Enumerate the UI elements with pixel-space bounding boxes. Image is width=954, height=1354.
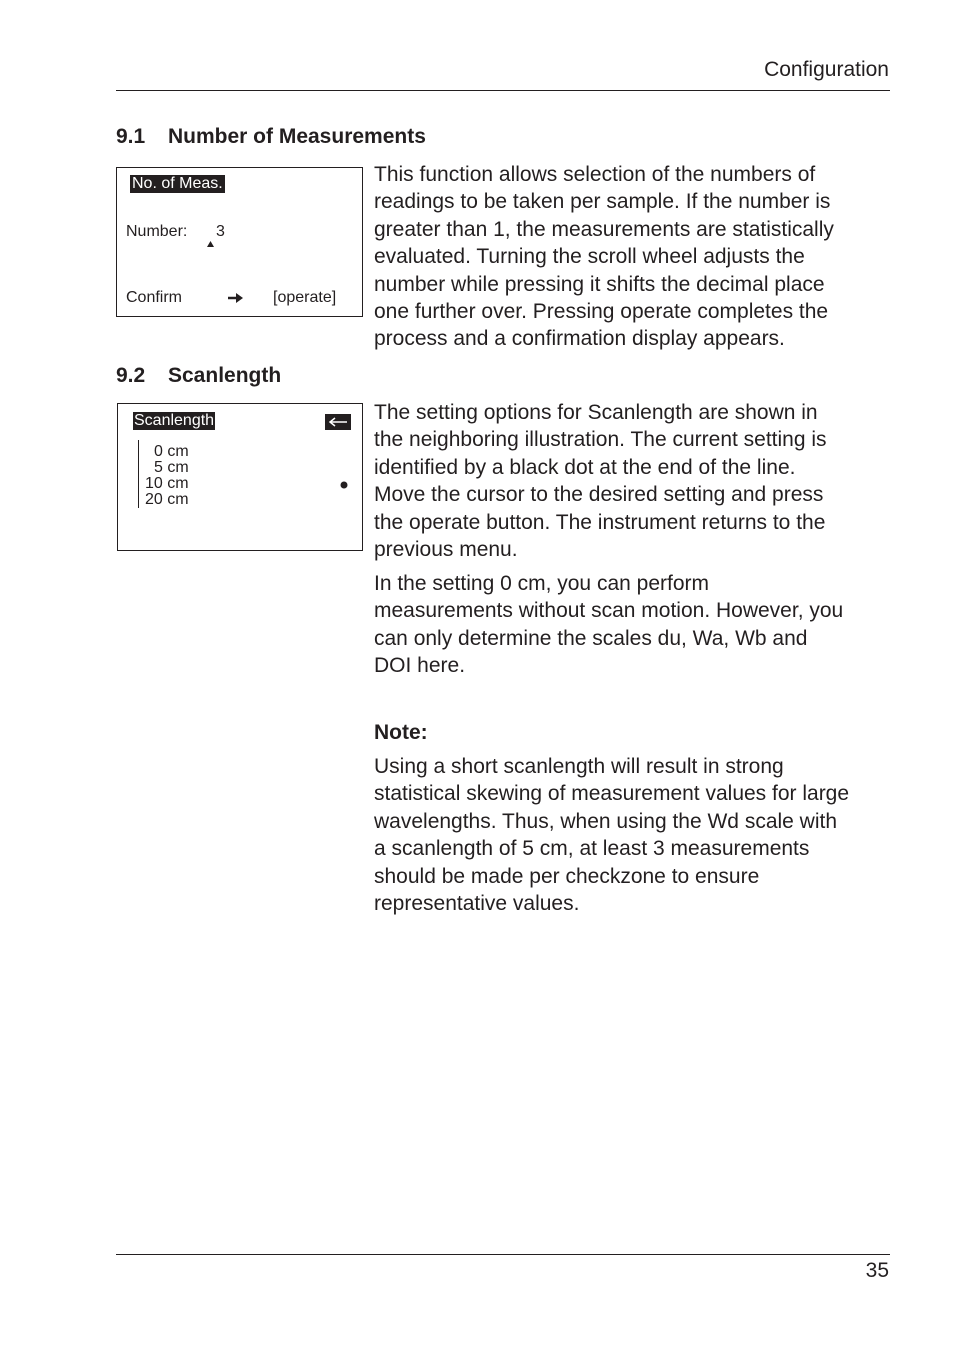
option-5cm: 5 cm xyxy=(154,459,189,476)
operate-label: [operate] xyxy=(273,289,337,306)
text-line: one further over. Pressing operate completes the xyxy=(374,300,829,324)
section-heading-9-2 xyxy=(116,364,281,388)
display-number-of-measurements xyxy=(116,167,363,317)
text-line: Move the cursor to the desired setting and press xyxy=(374,483,824,507)
text-line: should be made per checkzone to ensure xyxy=(374,864,760,888)
text-line: greater than 1, the measurements are statistically xyxy=(374,217,834,241)
text-line: can only determine the scales du, Wa, Wb and xyxy=(374,626,808,650)
display-scanlength xyxy=(117,403,363,551)
page-number: 35 xyxy=(865,1259,889,1282)
display-title: Scanlength xyxy=(134,412,215,429)
note-paragraph xyxy=(374,753,894,917)
text-line: the neighboring illustration. The current setting is xyxy=(374,428,827,452)
section-title: Scanlength xyxy=(168,364,282,387)
confirm-label: Confirm xyxy=(126,289,183,306)
text-line: wavelengths. Thus, when using the Wd scale with xyxy=(374,809,838,833)
section-number: 9.2 xyxy=(116,364,146,387)
footer-rule xyxy=(116,1254,890,1255)
header-title: Configuration xyxy=(764,58,889,81)
dot-icon xyxy=(340,481,348,489)
text-line: number while pressing it shifts the decimal place xyxy=(374,272,825,296)
back-arrow-icon xyxy=(325,414,351,430)
arrow-right-icon xyxy=(227,292,245,304)
section-heading-9-1 xyxy=(116,125,426,149)
option-20cm: 20 cm xyxy=(145,491,189,508)
text-line: This function allows selection of the numbers of xyxy=(374,163,816,186)
text-line: representative values. xyxy=(374,892,580,916)
section-title: Number of Measurements xyxy=(168,125,426,148)
option-0cm: 0 cm xyxy=(154,443,189,460)
option-10cm: 10 cm xyxy=(145,475,189,492)
text-line: identified by a black dot at the end of the line. xyxy=(374,455,796,479)
text-line: DOI here. xyxy=(374,654,466,678)
text-line: Using a short scanlength will result in strong xyxy=(374,755,784,778)
text-line: measurements without scan motion. However, you xyxy=(374,599,844,623)
text-line: statistical skewing of measurement values for large xyxy=(374,782,850,806)
text-line: The setting options for Scanlength are shown in xyxy=(374,401,818,424)
text-line: process and a confirmation display appears. xyxy=(374,327,785,351)
note-heading: Note: xyxy=(374,721,428,744)
display-title: No. of Meas. xyxy=(132,175,223,192)
section-9-2-paragraph-2 xyxy=(374,570,894,680)
option-list-line xyxy=(138,440,139,508)
section-number: 9.1 xyxy=(116,125,146,148)
text-line: previous menu. xyxy=(374,538,518,562)
triangle-up-icon xyxy=(206,240,215,248)
text-line: In the setting 0 cm, you can perform xyxy=(374,572,709,595)
header-rule xyxy=(116,90,890,91)
number-value: 3 xyxy=(216,223,225,240)
text-line: the operate button. The instrument returns to the xyxy=(374,510,826,534)
text-line: evaluated. Turning the scroll wheel adjusts the xyxy=(374,245,805,269)
section-9-1-paragraph xyxy=(374,161,894,353)
text-line: a scanlength of 5 cm, at least 3 measurements xyxy=(374,837,810,861)
text-line: readings to be taken per sample. If the number is xyxy=(374,190,831,214)
number-label: Number: xyxy=(126,223,188,240)
section-9-2-paragraph-1 xyxy=(374,399,894,563)
